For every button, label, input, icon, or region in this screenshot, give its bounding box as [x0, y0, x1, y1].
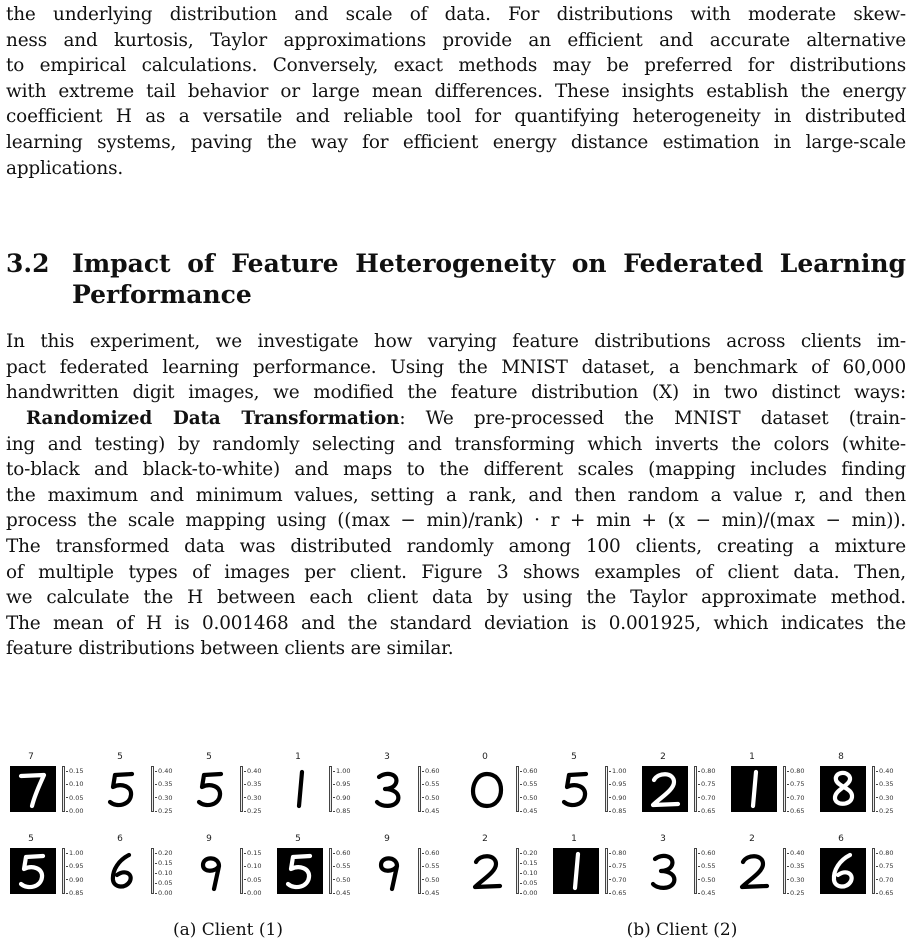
sample-image-cell [727, 752, 805, 814]
digit-image [553, 848, 599, 894]
colorbar-tick-label: 0.70 [876, 877, 893, 884]
colorbar-tick-label: 0.30 [155, 795, 172, 802]
text-line: ness and kurtosis, Taylor approximations provide an efficient and accurate alternative [6, 29, 906, 51]
colorbar [783, 848, 786, 894]
colorbar-tick-label: 0.60 [520, 768, 537, 775]
colorbar-tick-label: 0.25 [155, 808, 172, 815]
colorbar-ticks [609, 846, 639, 896]
colorbar-tick-label: 0.20 [155, 850, 172, 857]
colorbar-tick-label: 0.55 [422, 863, 439, 870]
transform-paragraph [6, 406, 906, 662]
colorbar-tick-label: 0.65 [876, 890, 893, 897]
text-line: feature distributions between clients are similar. [6, 638, 454, 660]
text-line: of multiple types of images per client. Figure 3 shows examples of client data. Then, [6, 561, 906, 583]
figure-caption: (b) Client (2) [626, 920, 738, 940]
sample-label: 1 [571, 834, 577, 844]
colorbar-ticks [155, 764, 185, 814]
colorbar-tick-label: 0.55 [333, 863, 350, 870]
sample-label: 5 [571, 752, 577, 762]
colorbar-tick-label: 0.55 [520, 781, 537, 788]
colorbar-tick-label: 0.60 [422, 768, 439, 775]
sample-label: 8 [838, 752, 844, 762]
text-line: handwritten digit images, we modified the feature distribution (X) in two distinct ways: [6, 382, 906, 404]
colorbar-tick-label: 1.00 [609, 768, 626, 775]
sample-image-cell [638, 834, 716, 896]
sample-image-cell [6, 752, 84, 814]
sample-image-cell [638, 752, 716, 814]
colorbar-tick-label: 0.00 [66, 808, 83, 815]
colorbar-tick-label: 0.90 [609, 795, 626, 802]
digit-image [277, 848, 323, 894]
colorbar-tick-label: 0.95 [66, 863, 83, 870]
colorbar-tick-label: 0.85 [609, 808, 626, 815]
digit-image [642, 766, 688, 812]
colorbar [516, 848, 519, 894]
colorbar-tick-label: 0.50 [422, 795, 439, 802]
colorbar-tick-label: 0.00 [520, 890, 537, 897]
colorbar-ticks [333, 764, 363, 814]
colorbar-tick-label: 0.15 [66, 768, 83, 775]
colorbar-tick-label: 0.45 [333, 890, 350, 897]
colorbar-tick-label: 0.10 [66, 781, 83, 788]
sample-image-cell [184, 834, 262, 896]
colorbar [418, 766, 421, 812]
text-line: the underlying distribution and scale of data. For distributions with moderate skew- [6, 4, 906, 25]
colorbar-tick-label: 0.75 [609, 863, 626, 870]
colorbar-tick-label: 0.65 [609, 890, 626, 897]
colorbar-ticks [520, 846, 550, 896]
digit-image [553, 766, 599, 812]
digit-image [10, 848, 56, 894]
colorbar-tick-label: 0.05 [520, 880, 537, 887]
sample-image-cell [6, 834, 84, 896]
colorbar-tick-label: 0.35 [155, 781, 172, 788]
digit-image [10, 766, 56, 812]
colorbar-tick-label: 0.80 [609, 850, 626, 857]
colorbar-ticks [155, 846, 185, 896]
colorbar-tick-label: 0.40 [876, 768, 893, 775]
digit-image [731, 848, 777, 894]
colorbar-tick-label: 0.50 [333, 877, 350, 884]
colorbar-tick-label: 0.50 [698, 877, 715, 884]
colorbar [605, 766, 608, 812]
sample-label: 9 [206, 834, 212, 844]
text-line: with extreme tail behavior or large mean differences. These insights establish the energy [6, 80, 906, 102]
colorbar [62, 766, 65, 812]
sample-image-cell [184, 752, 262, 814]
colorbar-tick-label: 0.60 [422, 850, 439, 857]
colorbar-tick-label: 0.05 [66, 795, 83, 802]
text-line: coefficient H as a versatile and reliable tool for quantifying heterogeneity in distributed [6, 106, 906, 128]
colorbar-tick-label: 0.65 [698, 808, 715, 815]
digit-image [820, 848, 866, 894]
colorbar-tick-label: 0.60 [333, 850, 350, 857]
colorbar-tick-label: 0.15 [244, 850, 261, 857]
colorbar-tick-label: 0.95 [609, 781, 626, 788]
text-line: pact federated learning performance. Using the MNIST dataset, a benchmark of 60,000 [6, 356, 906, 378]
colorbar [783, 766, 786, 812]
intro-paragraph [6, 2, 906, 181]
figure-panel-client-1 [6, 752, 450, 948]
sample-image-cell [460, 752, 538, 814]
colorbar-tick-label: 0.45 [422, 890, 439, 897]
section-title-line: Impact of Feature Heterogeneity on Federated Learning [72, 249, 906, 278]
colorbar-tick-label: 0.45 [422, 808, 439, 815]
colorbar-tick-label: 0.55 [698, 863, 715, 870]
colorbar-tick-label: 0.40 [244, 768, 261, 775]
digit-image [731, 766, 777, 812]
colorbar-tick-label: 0.85 [66, 890, 83, 897]
figure-caption: (a) Client (1) [172, 920, 283, 940]
colorbar-ticks [609, 764, 639, 814]
section-title-line: Performance [72, 280, 252, 309]
colorbar-tick-label: 0.10 [155, 870, 172, 877]
sample-image-cell [460, 834, 538, 896]
colorbar-tick-label: 0.95 [333, 781, 350, 788]
colorbar [694, 848, 697, 894]
colorbar-tick-label: 0.85 [333, 808, 350, 815]
colorbar-tick-label: 0.25 [876, 808, 893, 815]
digit-image [464, 766, 510, 812]
colorbar-ticks [244, 764, 274, 814]
bold-lead: Randomized Data Transformation [26, 408, 400, 429]
figure-panel-client-2 [460, 752, 904, 948]
colorbar-ticks [698, 846, 728, 896]
colorbar-tick-label: 1.00 [333, 768, 350, 775]
colorbar [240, 766, 243, 812]
text-line: to-black and black-to-white) and maps to the different scales (mapping includes finding [6, 459, 906, 481]
sample-image-cell [816, 752, 894, 814]
digit-image [99, 848, 145, 894]
sample-image-cell [95, 752, 173, 814]
colorbar-tick-label: 0.15 [155, 860, 172, 867]
colorbar-tick-label: 0.25 [244, 808, 261, 815]
digit-image [188, 766, 234, 812]
colorbar-ticks [876, 764, 906, 814]
colorbar-tick-label: 0.00 [244, 890, 261, 897]
colorbar-tick-label: 0.65 [787, 808, 804, 815]
colorbar [62, 848, 65, 894]
colorbar [872, 766, 875, 812]
colorbar-tick-label: 0.90 [66, 877, 83, 884]
colorbar-ticks [422, 764, 452, 814]
colorbar-tick-label: 0.10 [244, 863, 261, 870]
colorbar-tick-label: 0.80 [787, 768, 804, 775]
text-line: learning systems, paving the way for efficient energy distance estimation in large-scale [6, 131, 906, 153]
colorbar [872, 848, 875, 894]
sample-label: 2 [660, 752, 666, 762]
colorbar [329, 766, 332, 812]
colorbar [418, 848, 421, 894]
colorbar-tick-label: 0.35 [787, 863, 804, 870]
colorbar-ticks [66, 764, 96, 814]
colorbar-tick-label: 0.25 [787, 890, 804, 897]
colorbar-tick-label: 0.80 [876, 850, 893, 857]
colorbar-ticks [66, 846, 96, 896]
text-line: The mean of H is 0.001468 and the standard deviation is 0.001925, which indicates the [6, 612, 906, 634]
section-heading [6, 248, 906, 310]
digit-image [99, 766, 145, 812]
sample-image-cell [95, 834, 173, 896]
text-line: ing and testing) by randomly selecting and transforming which inverts the colors (white- [6, 433, 906, 455]
colorbar-tick-label: 0.20 [520, 850, 537, 857]
figure-3 [0, 752, 912, 948]
sample-label: 9 [384, 834, 390, 844]
colorbar [605, 848, 608, 894]
text-line: Randomized Data Transformation: We pre-processed the MNIST dataset (train- [26, 408, 906, 429]
sample-label: 5 [295, 834, 301, 844]
sample-label: 6 [838, 834, 844, 844]
sample-label: 3 [384, 752, 390, 762]
text-line: applications. [6, 157, 124, 179]
colorbar-tick-label: 0.30 [876, 795, 893, 802]
text-line: the maximum and minimum values, setting a rank, and then random a value r, and then [6, 484, 906, 506]
colorbar-ticks [698, 764, 728, 814]
colorbar [516, 766, 519, 812]
sample-label: 2 [482, 834, 488, 844]
colorbar [151, 766, 154, 812]
colorbar-tick-label: 0.50 [422, 877, 439, 884]
colorbar-tick-label: 0.30 [787, 877, 804, 884]
text-line: to empirical calculations. Conversely, exact methods may be preferred for distributions [6, 55, 906, 77]
digit-image [366, 848, 412, 894]
colorbar-tick-label: 0.35 [244, 781, 261, 788]
sample-image-cell [727, 834, 805, 896]
colorbar-tick-label: 0.35 [876, 781, 893, 788]
colorbar-tick-label: 0.70 [609, 877, 626, 884]
colorbar-ticks [787, 846, 817, 896]
sample-label: 2 [749, 834, 755, 844]
colorbar-ticks [876, 846, 906, 896]
colorbar-tick-label: 0.45 [698, 890, 715, 897]
colorbar-tick-label: 0.55 [422, 781, 439, 788]
sample-image-cell [273, 834, 351, 896]
colorbar-tick-label: 0.40 [787, 850, 804, 857]
colorbar [240, 848, 243, 894]
sample-label: 1 [749, 752, 755, 762]
text-line: we calculate the H between each client data by using the Taylor approximate method. [6, 587, 906, 609]
colorbar-tick-label: 0.75 [698, 781, 715, 788]
colorbar-tick-label: 0.45 [520, 808, 537, 815]
colorbar-tick-label: 0.75 [787, 781, 804, 788]
sample-image-cell [549, 834, 627, 896]
colorbar-tick-label: 1.00 [66, 850, 83, 857]
sample-image-cell [362, 834, 440, 896]
digit-image [277, 766, 323, 812]
colorbar-tick-label: 0.50 [520, 795, 537, 802]
colorbar-ticks [244, 846, 274, 896]
text-line: The transformed data was distributed randomly among 100 clients, creating a mixture [6, 535, 906, 557]
digit-image [642, 848, 688, 894]
colorbar-tick-label: 0.60 [698, 850, 715, 857]
digit-image [820, 766, 866, 812]
colorbar-ticks [520, 764, 550, 814]
colorbar-tick-label: 0.15 [520, 860, 537, 867]
colorbar-tick-label: 0.05 [244, 877, 261, 884]
colorbar-tick-label: 0.70 [698, 795, 715, 802]
colorbar [151, 848, 154, 894]
text-line: process the scale mapping using ((max − min)/rank) · r + min + (x − min)/(max − min)). [6, 510, 906, 532]
colorbar-tick-label: 0.05 [155, 880, 172, 887]
colorbar-tick-label: 0.70 [787, 795, 804, 802]
sample-label: 3 [660, 834, 666, 844]
sample-label: 5 [117, 752, 123, 762]
section-number: 3.2 [6, 249, 50, 278]
colorbar-tick-label: 0.10 [520, 870, 537, 877]
body-paragraph [6, 329, 906, 406]
sample-label: 7 [28, 752, 34, 762]
colorbar-tick-label: 0.40 [155, 768, 172, 775]
sample-image-cell [362, 752, 440, 814]
colorbar-tick-label: 0.00 [155, 890, 172, 897]
colorbar-ticks [422, 846, 452, 896]
colorbar-tick-label: 0.80 [698, 768, 715, 775]
sample-image-cell [273, 752, 351, 814]
colorbar-ticks [787, 764, 817, 814]
text-line: In this experiment, we investigate how varying feature distributions across clients im- [6, 331, 906, 352]
sample-label: 5 [206, 752, 212, 762]
colorbar-tick-label: 0.30 [244, 795, 261, 802]
colorbar [329, 848, 332, 894]
sample-label: 0 [482, 752, 488, 762]
colorbar [694, 766, 697, 812]
digit-image [464, 848, 510, 894]
digit-image [188, 848, 234, 894]
colorbar-tick-label: 0.90 [333, 795, 350, 802]
sample-label: 6 [117, 834, 123, 844]
sample-label: 5 [28, 834, 34, 844]
sample-image-cell [816, 834, 894, 896]
colorbar-ticks [333, 846, 363, 896]
colorbar-tick-label: 0.75 [876, 863, 893, 870]
sample-label: 1 [295, 752, 301, 762]
digit-image [366, 766, 412, 812]
sample-image-cell [549, 752, 627, 814]
